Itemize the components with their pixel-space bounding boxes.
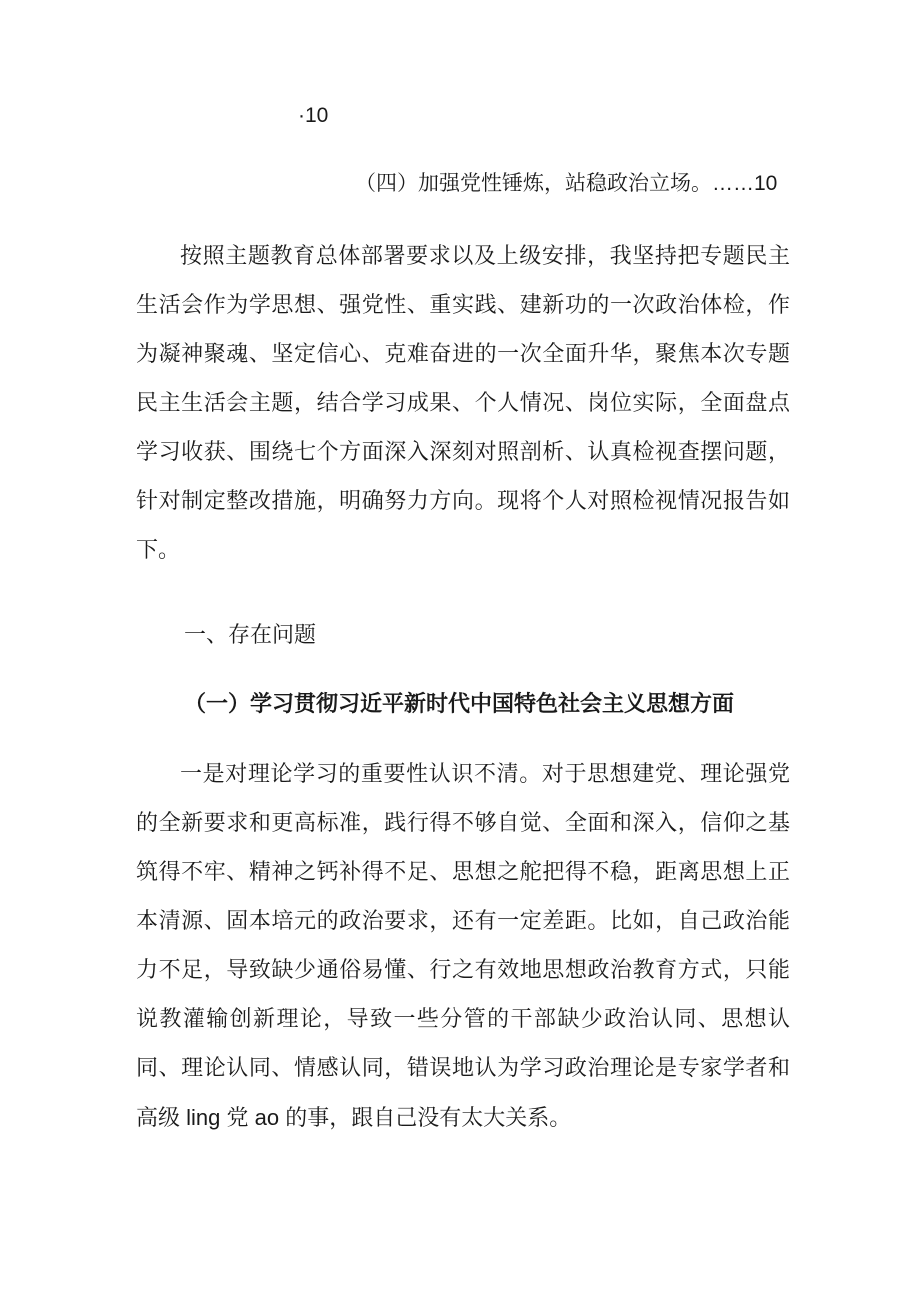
toc-entry-page: 10: [754, 172, 778, 195]
paragraph-latin-text: ao: [248, 1105, 286, 1130]
paragraph-text: 一是对理论学习的重要性认识不清。对于思想建党、理论强党的全新要求和更高标准，践行得不够自觉、全面和深入，信仰之基筑得不牢、精神之钙补得不足、思想之舵把得不稳，距离思想上正本清源、固本培元的政治要求，还有一定差距。比如，自己政治能力不足，导致缺少通俗易懂、行之有效地思想政治教育方式，只能说教灌输创新理论，导致一些分管的干部缺少政治认同、思想认同、理论认同、情感认同，错误地认为学习政治理论是专家学者和高级: [136, 762, 790, 1131]
toc-entry-dots: ……: [712, 172, 754, 195]
section-heading: 一、存在问题: [184, 623, 317, 648]
intro-paragraph: 按照主题教育总体部署要求以及上级安排，我坚持把专题民主生活会作为学思想、强党性、重实践、建新功的一次政治体检，作为凝神聚魂、坚定信心、克难奋进的一次全面升华，聚焦本次专题民主生活会主题，结合学习成果、个人情况、岗位实际，全面盘点学习收获、围绕七个方面深入深刻对照剖析、认真检视查摆问题，针对制定整改措施，明确努力方向。现将个人对照检视情况报告如下。: [136, 244, 790, 563]
paragraph-text: 党: [226, 1106, 249, 1131]
paragraph-latin-text: ling: [180, 1105, 227, 1130]
body-paragraph: [136, 750, 790, 1143]
toc-entry-label: （四）加强党性锤炼，站稳政治立场。: [355, 171, 712, 195]
sub-heading: （一）学习贯彻习近平新时代中国特色社会主义思想方面: [184, 691, 735, 717]
toc-page-number-tail: ·10: [298, 104, 329, 127]
toc-entry[interactable]: [355, 165, 777, 202]
paragraph-text: 的事，跟自己没有太大关系。: [285, 1106, 572, 1131]
